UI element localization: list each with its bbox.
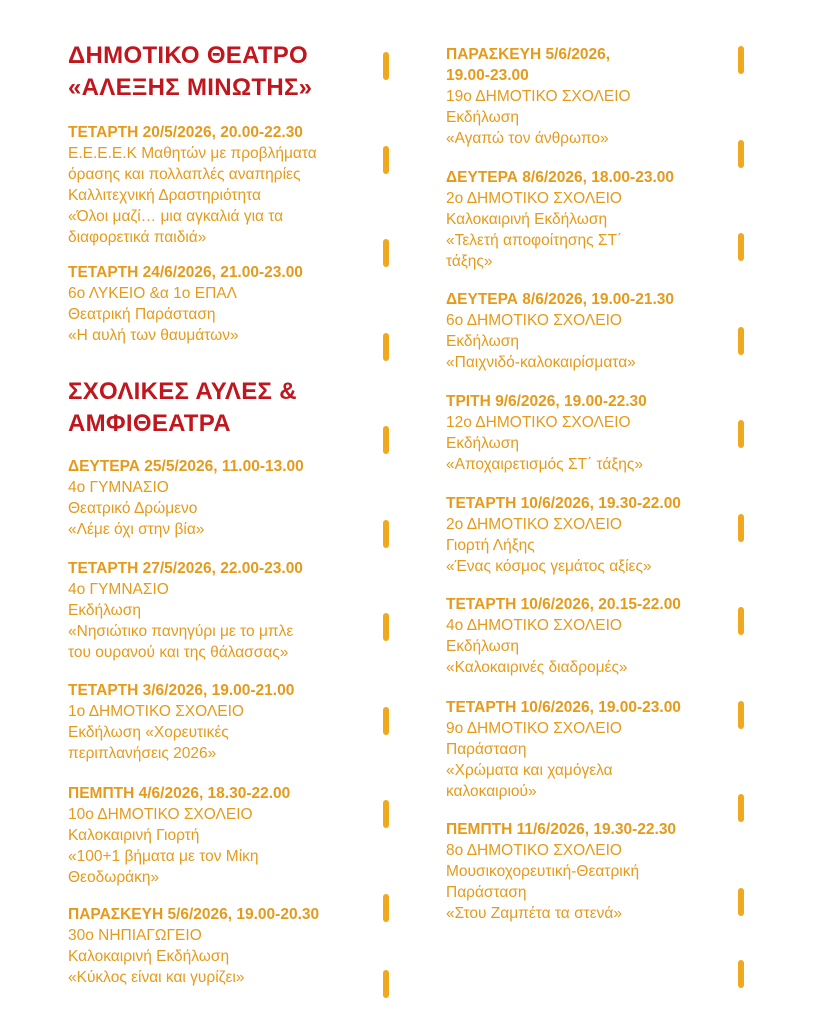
divider-dash [383, 800, 389, 828]
divider-dash [383, 970, 389, 998]
section-title-line: «ΑΛΕΞΗΣ ΜΙΝΩΤΗΣ» [68, 74, 313, 101]
event-line: 10ο ΔΗΜΟΤΙΚΟ ΣΧΟΛΕΙΟ [68, 806, 253, 823]
event-date: ΠΕΜΠΤΗ 4/6/2026, 18.30-22.00 [68, 785, 291, 802]
event-entry [68, 680, 294, 764]
divider-dash [738, 607, 744, 635]
event-line: 9ο ΔΗΜΟΤΙΚΟ ΣΧΟΛΕΙΟ [446, 720, 622, 737]
event-date: ΔΕΥΤΕΡΑ 8/6/2026, 18.00-23.00 [446, 169, 674, 186]
divider-dash [738, 794, 744, 822]
event-line: «Αγαπώ τον άνθρωπο» [446, 130, 609, 147]
event-entry [446, 289, 674, 373]
event-date: ΤΕΤΑΡΤΗ 27/5/2026, 22.00-23.00 [68, 560, 303, 577]
event-entry [68, 456, 304, 540]
event-line: Παράσταση [446, 884, 527, 901]
event-line: 2ο ΔΗΜΟΤΙΚΟ ΣΧΟΛΕΙΟ [446, 190, 622, 207]
event-line: Εκδήλωση [446, 333, 519, 350]
event-date: ΤΕΤΑΡΤΗ 24/6/2026, 21.00-23.00 [68, 264, 303, 281]
event-line: Καλλιτεχνική Δραστηριότητα [68, 187, 261, 204]
event-line: του ουρανού και της θάλασσας» [68, 644, 289, 661]
event-line: 4ο ΓΥΜΝΑΣΙΟ [68, 479, 169, 496]
event-line: Καλοκαιρινή Εκδήλωση [68, 948, 230, 965]
event-entry [446, 819, 676, 924]
event-date: ΤΕΤΑΡΤΗ 10/6/2026, 20.15-22.00 [446, 596, 681, 613]
event-line: Καλοκαιρινή Εκδήλωση [446, 211, 608, 228]
event-entry [446, 697, 681, 802]
event-line: Εκδήλωση [446, 638, 519, 655]
divider-dash [383, 707, 389, 735]
section-title-line: ΑΜΦΙΘΕΑΤΡΑ [68, 410, 231, 437]
divider-dash [738, 960, 744, 988]
event-line: 1ο ΔΗΜΟΤΙΚΟ ΣΧΟΛΕΙΟ [68, 703, 244, 720]
event-line: Γιορτή Λήξης [446, 537, 535, 554]
divider-dash [383, 613, 389, 641]
section-title-municipal-theatre [68, 40, 312, 104]
event-line: «Καλοκαιρινές διαδρομές» [446, 659, 628, 676]
event-date: ΔΕΥΤΕΡΑ 25/5/2026, 11.00-13.00 [68, 458, 304, 475]
event-date: ΤΕΤΑΡΤΗ 20/5/2026, 20.00-22.30 [68, 124, 303, 141]
event-line: 6ο ΛΥΚΕΙΟ &α 1ο ΕΠΑΛ [68, 285, 237, 302]
event-entry [446, 493, 681, 577]
event-line: καλοκαιριού» [446, 783, 537, 800]
event-line: Παράσταση [446, 741, 527, 758]
event-line: «Χρώματα και χαμόγελα [446, 762, 613, 779]
event-line: Εκδήλωση [68, 602, 141, 619]
event-entry [68, 904, 319, 988]
event-entry [68, 122, 317, 248]
event-line: Καλοκαιρινή Γιορτή [68, 827, 200, 844]
event-line: «Νησιώτικο πανηγύρι με το μπλε [68, 623, 294, 640]
event-line: Εκδήλωση [446, 109, 519, 126]
event-date: ΔΕΥΤΕΡΑ 8/6/2026, 19.00-21.30 [446, 291, 674, 308]
event-line: τάξης» [446, 253, 493, 270]
divider-dash [383, 426, 389, 454]
event-line: «Η αυλή των θαυμάτων» [68, 327, 239, 344]
event-entry [446, 44, 631, 149]
event-line: Θεατρική Παράσταση [68, 306, 216, 323]
event-line: «Στου Ζαμπέτα τα στενά» [446, 905, 623, 922]
event-line: 19ο ΔΗΜΟΤΙΚΟ ΣΧΟΛΕΙΟ [446, 88, 631, 105]
divider-dash [738, 327, 744, 355]
event-date: ΠΑΡΑΣΚΕΥΗ 5/6/2026, [446, 46, 611, 63]
event-line: Εκδήλωση «Χορευτικές [68, 724, 229, 741]
event-entry [68, 262, 303, 346]
event-time: 19.00-23.00 [446, 67, 529, 84]
event-line: 2ο ΔΗΜΟΤΙΚΟ ΣΧΟΛΕΙΟ [446, 516, 622, 533]
divider-dash [738, 46, 744, 74]
event-line: 30ο ΝΗΠΙΑΓΩΓΕΙΟ [68, 927, 202, 944]
event-line: «Ένας κόσμος γεμάτος αξίες» [446, 558, 652, 575]
event-date: ΠΑΡΑΣΚΕΥΗ 5/6/2026, 19.00-20.30 [68, 906, 320, 923]
event-line: 6ο ΔΗΜΟΤΙΚΟ ΣΧΟΛΕΙΟ [446, 312, 622, 329]
event-date: ΤΕΤΑΡΤΗ 3/6/2026, 19.00-21.00 [68, 682, 295, 699]
event-line: «100+1 βήματα με τον Μίκη [68, 848, 259, 865]
event-entry [68, 558, 303, 663]
event-line: Θεατρικό Δρώμενο [68, 500, 198, 517]
event-date: ΤΕΤΑΡΤΗ 10/6/2026, 19.30-22.00 [446, 495, 681, 512]
divider-dash [738, 233, 744, 261]
event-line: Εκδήλωση [446, 435, 519, 452]
event-entry [446, 391, 647, 475]
event-date: ΤΡΙΤΗ 9/6/2026, 19.00-22.30 [446, 393, 647, 410]
event-entry [68, 783, 290, 888]
divider-dash [738, 420, 744, 448]
event-line: Μουσικοχορευτική-Θεατρική [446, 863, 640, 880]
event-entry [446, 167, 674, 272]
event-line: «Παιχνιδό-καλοκαιρίσματα» [446, 354, 636, 371]
event-line: διαφορετικά παιδιά» [68, 229, 207, 246]
divider-dash [383, 52, 389, 80]
event-line: Θεοδωράκη» [68, 869, 160, 886]
event-line: 4ο ΔΗΜΟΤΙΚΟ ΣΧΟΛΕΙΟ [446, 617, 622, 634]
divider-dash [383, 146, 389, 174]
event-date: ΤΕΤΑΡΤΗ 10/6/2026, 19.00-23.00 [446, 699, 681, 716]
divider-dash [738, 514, 744, 542]
divider-dash [383, 894, 389, 922]
divider-dash [738, 888, 744, 916]
event-line: «Κύκλος είναι και γυρίζει» [68, 969, 245, 986]
event-line: 12ο ΔΗΜΟΤΙΚΟ ΣΧΟΛΕΙΟ [446, 414, 631, 431]
event-line: «Λέμε όχι στην βία» [68, 521, 205, 538]
event-line: 8ο ΔΗΜΟΤΙΚΟ ΣΧΟΛΕΙΟ [446, 842, 622, 859]
event-line: περιπλανήσεις 2026» [68, 745, 217, 762]
event-line: «Αποχαιρετισμός ΣΤ΄ τάξης» [446, 456, 643, 473]
event-line: «Τελετή αποφοίτησης ΣΤ΄ [446, 232, 623, 249]
event-entry [446, 594, 681, 678]
divider-dash [383, 333, 389, 361]
event-line: 4ο ΓΥΜΝΑΣΙΟ [68, 581, 169, 598]
event-line: Ε.Ε.Ε.Ε.Κ Μαθητών με προβλήματα [68, 145, 317, 162]
divider-dash [738, 701, 744, 729]
event-date: ΠΕΜΠΤΗ 11/6/2026, 19.30-22.30 [446, 821, 677, 838]
event-line: όρασης και πολλαπλές αναπηρίες [68, 166, 301, 183]
divider-dash [738, 140, 744, 168]
section-title-line: ΣΧΟΛΙΚΕΣ ΑΥΛΕΣ & [68, 378, 297, 405]
section-title-school-yards [68, 376, 297, 440]
divider-dash [383, 520, 389, 548]
event-line: «Όλοι μαζί… μια αγκαλιά για τα [68, 208, 284, 225]
section-title-line: ΔΗΜΟΤΙΚΟ ΘΕΑΤΡΟ [68, 42, 308, 69]
divider-dash [383, 239, 389, 267]
